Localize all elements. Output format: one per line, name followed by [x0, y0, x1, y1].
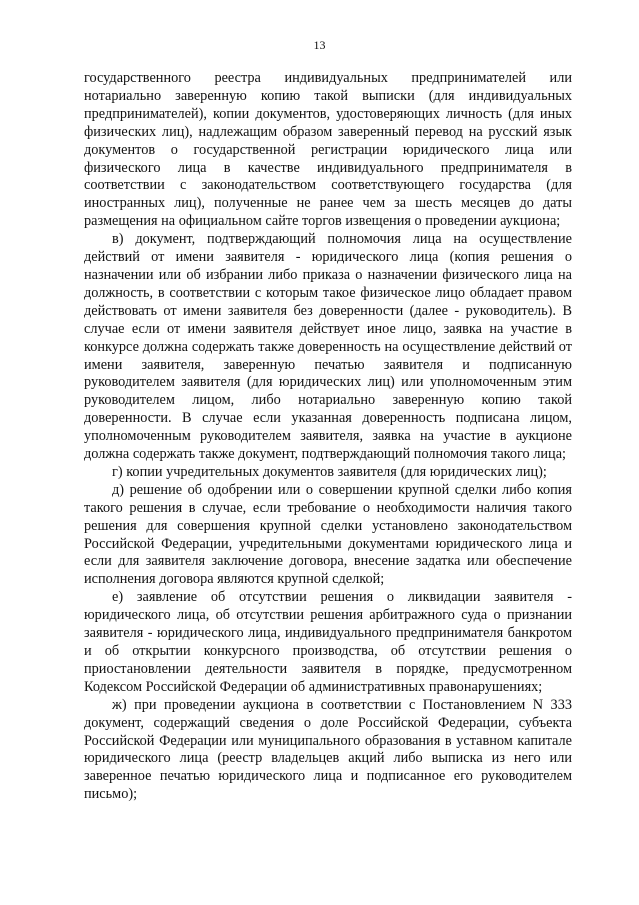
paragraph-item-g: г) копии учредительных документов заявителя (для юридических лиц); [112, 463, 547, 480]
paragraph-item-e: е) заявление об отсутствии решения о ликвидации заявителя - юридического лица, об отсутствии решения арбитражного суда о признании заявителя - юридического лица, индивидуального предпринимателя банкротом и об открытии конкурсного производства, об отсутствии решения о приостановлении деятельности заявителя в порядке, предусмотренном Кодексом Российской Федерации об административных правонарушениях; [84, 589, 572, 695]
paragraph-item-v: в) документ, подтверждающий полномочия лица на осуществление действий от имени заявителя - юридического лица (копия решения о назначении или об избрании либо приказа о назначении физического лица на должность, в соответствии с которым такое физическое лицо обладает правом действовать от имени заявителя без доверенности (далее - руководитель). В случае если от имени заявителя действует иное лицо, заявка на участие в конкурсе должна содержать также доверенность на осуществление действий от имени заявителя, заверенную печатью заявителя и подписанную руководителем заявителя (для юридических лиц) или уполномоченным этим руководителем лицом, либо нотариально заверенную копию такой доверенности. В случае если указанная доверенность подписана лицом, уполномоченным руководителем заявителя, заявка на участие в аукционе должна содержать также документ, подтверждающий полномочия такого лица; [84, 231, 572, 463]
document-body [84, 70, 572, 804]
paragraph-continuation: государственного реестра индивидуальных предпринимателей или нотариально заверенную копию такой выписки (для индивидуальных предпринимателей), копии документов, удостоверяющих личность (для иных физических лиц), надлежащим образом заверенный перевод на русский язык документов о государственной регистрации юридического лица или физического лица в качестве индивидуального предпринимателя в соответствии с законодательством соответствующего государства (для иностранных лиц), полученные не ранее чем за шесть месяцев до даты размещения на официальном сайте торгов извещения о проведении аукциона; [84, 70, 572, 230]
paragraph-item-d: д) решение об одобрении или о совершении крупной сделки либо копия такого решения в случае, если требование о необходимости наличия такого решения для совершения крупной сделки установлено законодательством Российской Федерации, учредительными документами юридического лица и если для заявителя заключение договора, внесение задатка или обеспечение исполнения договора являются крупной сделкой; [84, 481, 572, 588]
paragraph-item-zh: ж) при проведении аукциона в соответствии с Постановлением N 333 документ, содержащий сведения о доле Российской Федерации, субъекта Российской Федерации или муниципального образования в уставном капитале юридического лица (реестр владельцев акций либо выписка из него или заверенное печатью юридического лица и подписанное его руководителем письмо); [84, 696, 572, 803]
page-number: 13 [313, 38, 326, 52]
